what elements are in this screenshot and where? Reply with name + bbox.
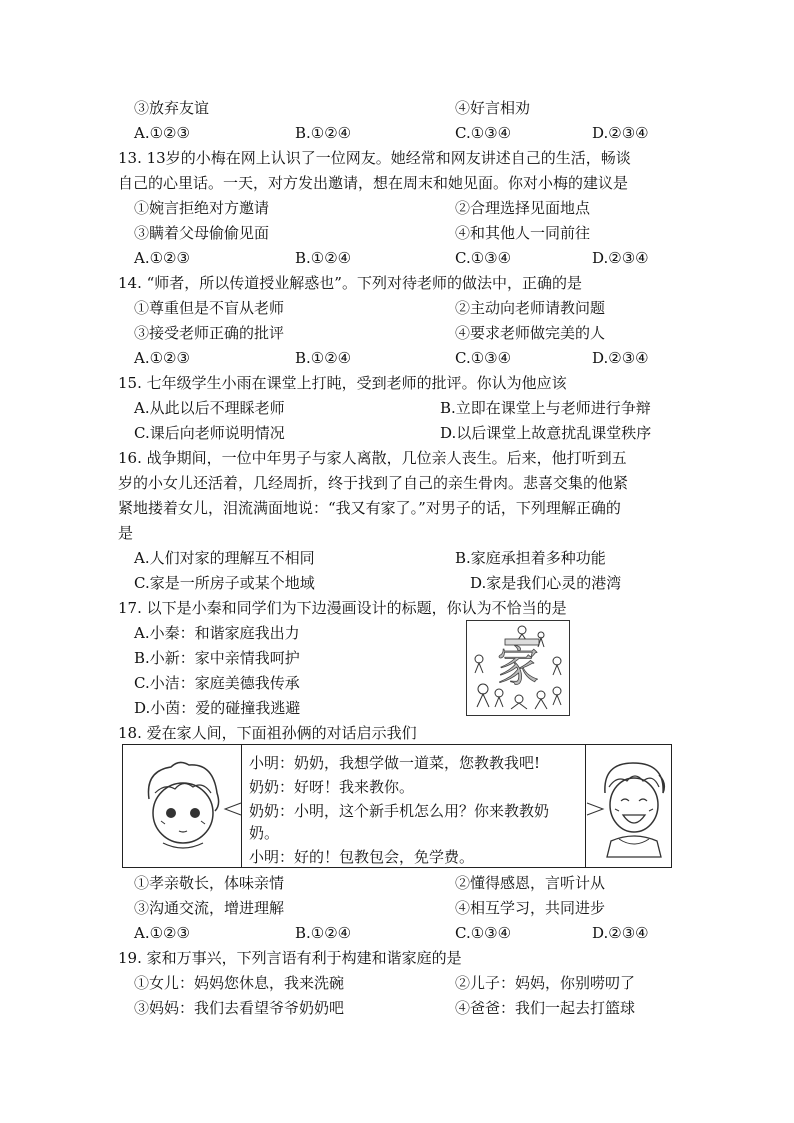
q12-item-4: ④好言相劝 bbox=[455, 99, 531, 117]
boy-portrait bbox=[131, 753, 235, 859]
q13-choice-a: A.①②③ bbox=[134, 249, 190, 267]
family-cartoon-drawing bbox=[467, 621, 569, 715]
speech-pointer-left-icon bbox=[223, 799, 243, 819]
q12-item-3: ③放弃友谊 bbox=[134, 99, 210, 117]
q18-choice-a: A.①②③ bbox=[134, 924, 190, 942]
q16-stem-line-3: 紧地搂着女儿，泪流满面地说：“我又有家了。”对男子的话，下列理解正确的 bbox=[118, 499, 621, 517]
q15-option-b: B.立即在课堂上与老师进行争辩 bbox=[440, 399, 651, 417]
q17-option-b: B.小新：家中亲情我呵护 bbox=[134, 649, 300, 667]
q13-stem-line-1: 13. 13岁的小梅在网上认识了一位网友。她经常和网友讲述自己的生活，畅谈 bbox=[118, 149, 631, 167]
q12-choice-c: C.①③④ bbox=[455, 124, 512, 142]
q13-choice-b: B.①②④ bbox=[295, 249, 352, 267]
q12-choice-b: B.①②④ bbox=[295, 124, 352, 142]
q16-stem-line-1: 16. 战争期间，一位中年男子与家人离散，几位亲人丧生。后来，他打听到五 bbox=[118, 449, 627, 467]
q17-option-d: D.小茵：爱的碰撞我逃避 bbox=[134, 699, 301, 717]
family-cartoon-image bbox=[466, 620, 570, 716]
q13-item-2: ②合理选择见面地点 bbox=[455, 199, 591, 217]
q15-option-a: A.从此以后不理睬老师 bbox=[134, 399, 285, 417]
q18-stem: 18. 爱在家人间，下面祖孙俩的对话启示我们 bbox=[118, 724, 417, 742]
q16-option-d: D.家是我们心灵的港湾 bbox=[470, 574, 622, 592]
q18-item-2: ②懂得感恩，言听计从 bbox=[455, 874, 606, 892]
q14-choice-d: D.②③④ bbox=[592, 349, 649, 367]
q14-choice-a: A.①②③ bbox=[134, 349, 190, 367]
q17-option-a: A.小秦：和谐家庭我出力 bbox=[134, 624, 300, 642]
q14-choice-b: B.①②④ bbox=[295, 349, 352, 367]
q14-stem: 14. “师者，所以传道授业解惑也”。下列对待老师的做法中，正确的是 bbox=[118, 274, 582, 292]
q13-choice-c: C.①③④ bbox=[455, 249, 512, 267]
q18-choice-c: C.①③④ bbox=[455, 924, 512, 942]
q14-item-1: ①尊重但是不盲从老师 bbox=[134, 299, 285, 317]
q17-option-c: C.小洁：家庭美德我传承 bbox=[134, 674, 300, 692]
q18-choice-b: B.①②④ bbox=[295, 924, 352, 942]
q13-item-3: ③瞒着父母偷偷见面 bbox=[134, 224, 270, 242]
dialog-line-1: 小明：奶奶，我想学做一道菜，您教教我吧! bbox=[249, 754, 541, 772]
dialog-line-3: 奶奶：小明，这个新手机怎么用？你来教教奶 bbox=[249, 802, 550, 820]
q19-item-1: ①女儿：妈妈您休息，我来洗碗 bbox=[134, 974, 345, 992]
q15-option-c: C.课后向老师说明情况 bbox=[134, 424, 285, 442]
q19-stem: 19. 家和万事兴，下列言语有利于构建和谐家庭的是 bbox=[118, 949, 462, 967]
q13-choice-d: D.②③④ bbox=[592, 249, 649, 267]
q19-item-4: ④爸爸：我们一起去打篮球 bbox=[455, 999, 636, 1017]
q18-item-1: ①孝亲敬长，体味亲情 bbox=[134, 874, 285, 892]
q12-choice-d: D.②③④ bbox=[592, 124, 649, 142]
q16-stem-line-2: 岁的小女儿还活着，几经周折，终于找到了自己的亲生骨肉。悲喜交集的他紧 bbox=[118, 474, 629, 492]
q19-item-3: ③妈妈：我们去看望爷爷奶奶吧 bbox=[134, 999, 345, 1017]
q16-stem-line-4: 是 bbox=[118, 524, 134, 542]
q14-item-2: ②主动向老师请教问题 bbox=[455, 299, 606, 317]
q15-stem: 15. 七年级学生小雨在课堂上打盹，受到老师的批评。你认为他应该 bbox=[118, 374, 567, 392]
q19-item-2: ②儿子：妈妈，你别唠叨了 bbox=[455, 974, 636, 992]
dialog-box bbox=[122, 744, 672, 868]
q14-item-4: ④要求老师做完美的人 bbox=[455, 324, 606, 342]
q13-item-4: ④和其他人一同前往 bbox=[455, 224, 591, 242]
q14-choice-c: C.①③④ bbox=[455, 349, 512, 367]
dialog-line-4: 奶。 bbox=[249, 824, 280, 842]
grandma-portrait bbox=[597, 753, 671, 861]
dialog-line-5: 小明：好的！包教包会，免学费。 bbox=[249, 848, 475, 866]
q16-option-b: B.家庭承担着多种功能 bbox=[455, 549, 606, 567]
q16-option-a: A.人们对家的理解互不相同 bbox=[134, 549, 315, 567]
q18-choice-d: D.②③④ bbox=[592, 924, 649, 942]
q17-stem: 17. 以下是小秦和同学们为下边漫画设计的标题，你认为不恰当的是 bbox=[118, 599, 567, 617]
q18-item-3: ③沟通交流，增进理解 bbox=[134, 899, 285, 917]
q15-option-d: D.以后课堂上故意扰乱课堂秩序 bbox=[440, 424, 652, 442]
q16-option-c: C.家是一所房子或某个地域 bbox=[134, 574, 315, 592]
q13-item-1: ①婉言拒绝对方邀请 bbox=[134, 199, 270, 217]
q14-item-3: ③接受老师正确的批评 bbox=[134, 324, 285, 342]
cartoon-character: 家 bbox=[496, 642, 540, 691]
q18-item-4: ④相互学习，共同进步 bbox=[455, 899, 606, 917]
q13-stem-line-2: 自己的心里话。一天，对方发出邀请，想在周末和她见面。你对小梅的建议是 bbox=[118, 174, 629, 192]
q12-choice-a: A.①②③ bbox=[134, 124, 190, 142]
dialog-line-2: 奶奶：好呀！我来教你。 bbox=[249, 778, 415, 796]
